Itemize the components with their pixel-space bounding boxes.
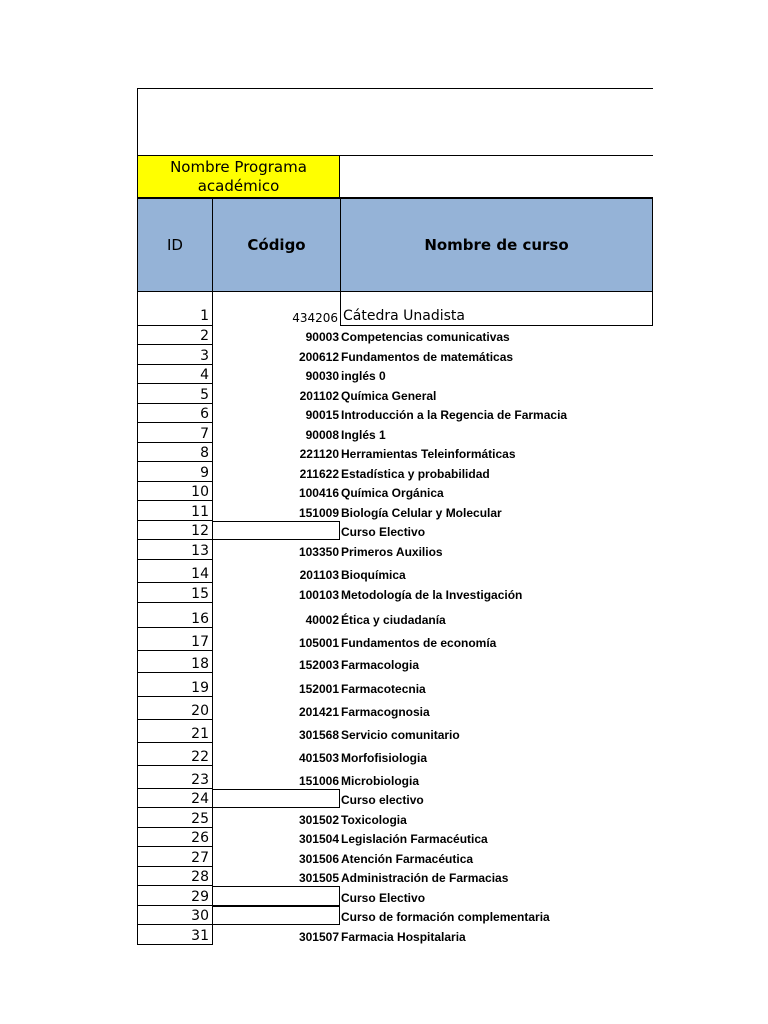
row-code: 100103 xyxy=(212,583,340,603)
table-row xyxy=(137,521,653,540)
table-row xyxy=(137,583,653,603)
row-id: 11 xyxy=(137,501,212,521)
table-row xyxy=(137,867,653,886)
table-row xyxy=(137,443,653,462)
row-course-name: Competencias comunicativas xyxy=(341,330,510,344)
row-course-name: Herramientas Teleinformáticas xyxy=(341,447,516,461)
table-row xyxy=(137,326,653,345)
row-code: 201103 xyxy=(212,560,340,583)
table-row xyxy=(137,540,653,560)
row-course-name: Legislación Farmacéutica xyxy=(341,832,488,846)
row-code: 105001 xyxy=(212,628,340,651)
column-header-id: ID xyxy=(137,198,213,292)
table-row xyxy=(137,847,653,867)
row-id: 21 xyxy=(137,720,212,743)
table-row xyxy=(137,501,653,521)
row-code xyxy=(212,789,340,808)
row-code: 301506 xyxy=(212,847,340,867)
table-row xyxy=(137,925,653,945)
row-code: 90003 xyxy=(212,326,340,345)
table-row xyxy=(137,808,653,828)
row-course-name: Curso Electivo xyxy=(341,891,426,905)
row-id: 22 xyxy=(137,743,212,766)
row-id: 18 xyxy=(137,651,212,673)
row-code: 90015 xyxy=(212,404,340,423)
row-course-name: Farmacotecnia xyxy=(341,682,426,696)
table-row xyxy=(137,423,653,443)
table-row xyxy=(137,345,653,365)
row-id: 19 xyxy=(137,673,212,697)
table-row xyxy=(137,697,653,720)
row-course-name: Fundamentos de matemáticas xyxy=(341,350,514,364)
row-id: 24 xyxy=(137,789,212,808)
row-code: 103350 xyxy=(212,540,340,560)
table-row xyxy=(137,292,653,326)
row-code: 221120 xyxy=(212,443,340,462)
row-course-name: Administración de Farmacias xyxy=(341,871,509,885)
row-id: 12 xyxy=(137,521,212,540)
row-course-name: Morfofisiologia xyxy=(341,751,427,765)
row-course-name: Curso Electivo xyxy=(341,525,426,539)
row-course-name: Atención Farmacéutica xyxy=(341,852,474,866)
row-course-name: Microbiologia xyxy=(341,774,419,788)
row-course-name: Toxicologia xyxy=(341,813,407,827)
row-code xyxy=(212,886,340,906)
row-course-name: Ética y ciudadanía xyxy=(341,613,446,627)
row-course-name: Farmacognosia xyxy=(341,705,430,719)
table-row xyxy=(137,384,653,404)
row-id: 7 xyxy=(137,423,212,443)
row-course-name: Química General xyxy=(341,389,437,403)
row-code: 301505 xyxy=(212,867,340,886)
row-course-name: Estadística y probabilidad xyxy=(341,467,490,481)
row-code: 152003 xyxy=(212,651,340,673)
row-course-name: Biología Celular y Molecular xyxy=(341,506,502,520)
table-row xyxy=(137,766,653,789)
row-course-name: Farmacia Hospitalaria xyxy=(341,930,466,944)
row-id: 17 xyxy=(137,628,212,651)
row-course-name: Curso de formación complementaria xyxy=(341,910,550,924)
row-course-name: Servicio comunitario xyxy=(341,728,460,742)
table-row xyxy=(137,628,653,651)
row-code xyxy=(212,906,340,925)
row-code: 301502 xyxy=(212,808,340,828)
table-body xyxy=(137,326,653,945)
row-code: 40002 xyxy=(212,603,340,628)
row-id: 8 xyxy=(137,443,212,462)
row-code: 301568 xyxy=(212,720,340,743)
column-header-code: Código xyxy=(212,198,341,292)
program-name-value xyxy=(340,155,653,198)
row-code: 100416 xyxy=(212,482,340,501)
row-code: 434206 xyxy=(212,292,340,326)
row-code: 90008 xyxy=(212,423,340,443)
table-row xyxy=(137,462,653,482)
row-code: 201102 xyxy=(212,384,340,404)
table-row xyxy=(137,828,653,847)
row-id: 13 xyxy=(137,540,212,560)
row-code: 151009 xyxy=(212,501,340,521)
table-row xyxy=(137,404,653,423)
row-course-name: Inglés 1 xyxy=(341,428,386,442)
row-code: 201421 xyxy=(212,697,340,720)
row-code: 301507 xyxy=(212,925,340,945)
table-row xyxy=(137,482,653,501)
table-row xyxy=(137,603,653,628)
row-id: 3 xyxy=(137,345,212,365)
row-id: 2 xyxy=(137,326,212,345)
row-course-name: Fundamentos de economía xyxy=(341,636,497,650)
row-id: 5 xyxy=(137,384,212,404)
row-id: 25 xyxy=(137,808,212,828)
table-row xyxy=(137,886,653,906)
title-area xyxy=(137,88,653,156)
row-course-name: Farmacologia xyxy=(341,658,420,672)
row-id: 26 xyxy=(137,828,212,847)
row-course-name: inglés 0 xyxy=(341,369,386,383)
row-code: 152001 xyxy=(212,673,340,697)
row-id: 15 xyxy=(137,583,212,603)
row-id: 30 xyxy=(137,906,212,925)
row-id: 31 xyxy=(137,925,212,945)
row-id: 29 xyxy=(137,886,212,906)
table-row xyxy=(137,365,653,384)
row-id: 10 xyxy=(137,482,212,501)
row-code: 211622 xyxy=(212,462,340,482)
row-course-name: Primeros Auxilios xyxy=(341,545,443,559)
column-header-name: Nombre de curso xyxy=(340,198,653,292)
row-id: 9 xyxy=(137,462,212,482)
row-id: 6 xyxy=(137,404,212,423)
row-id: 28 xyxy=(137,867,212,886)
row-code: 151006 xyxy=(212,766,340,789)
row-id: 1 xyxy=(137,292,212,326)
row-id: 14 xyxy=(137,560,212,583)
program-name-label: Nombre Programa académico xyxy=(137,155,340,198)
row-id: 27 xyxy=(137,847,212,867)
table-row xyxy=(137,743,653,766)
row-course-name: Química Orgánica xyxy=(341,486,444,500)
row-code: 301504 xyxy=(212,828,340,847)
row-id: 4 xyxy=(137,365,212,384)
row-id: 16 xyxy=(137,603,212,628)
row-code: 200612 xyxy=(212,345,340,365)
row-course-name: Cátedra Unadista xyxy=(340,292,653,326)
row-code: 401503 xyxy=(212,743,340,766)
row-id: 20 xyxy=(137,697,212,720)
table-row xyxy=(137,789,653,808)
table-row xyxy=(137,906,653,925)
row-course-name: Curso electivo xyxy=(341,793,424,807)
table-row xyxy=(137,673,653,697)
table-row xyxy=(137,560,653,583)
table-row xyxy=(137,651,653,673)
row-course-name: Introducción a la Regencia de Farmacia xyxy=(341,408,568,422)
row-code: 90030 xyxy=(212,365,340,384)
row-code xyxy=(212,521,340,540)
row-id: 23 xyxy=(137,766,212,789)
table-row xyxy=(137,720,653,743)
row-course-name: Bioquímica xyxy=(341,568,406,582)
row-course-name: Metodología de la Investigación xyxy=(341,588,523,602)
